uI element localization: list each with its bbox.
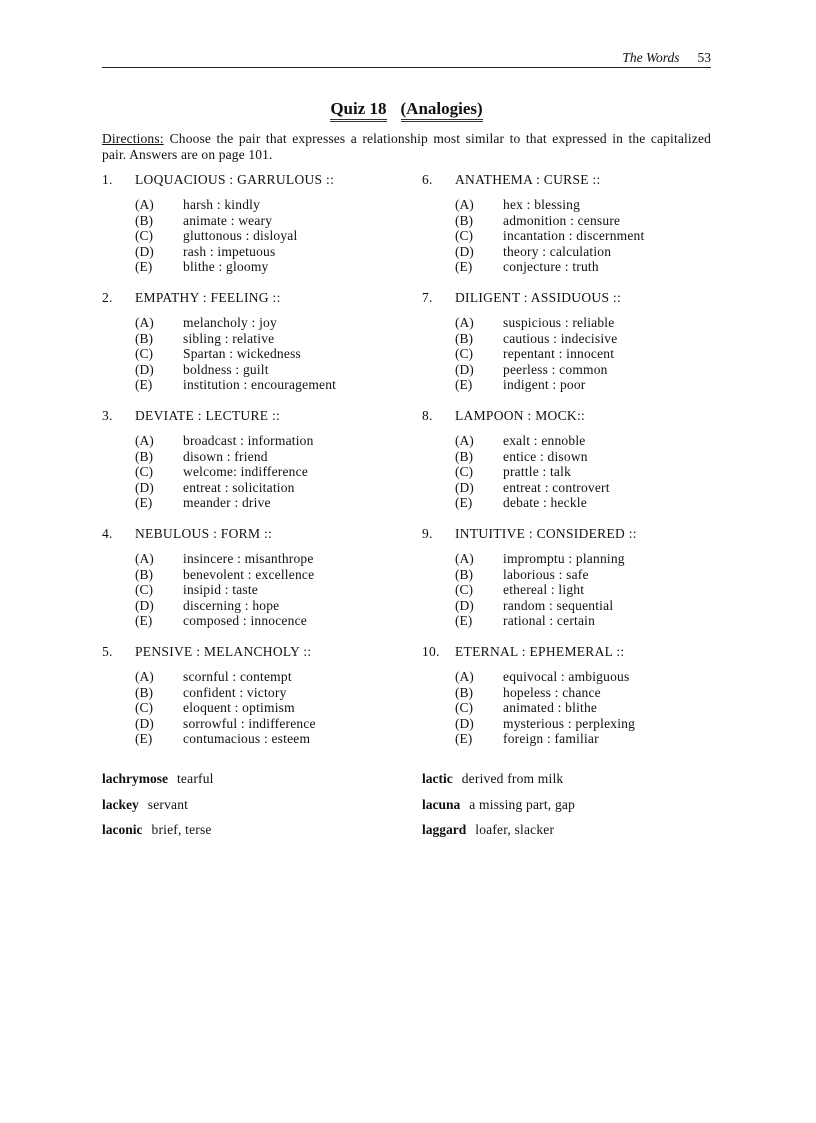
answer-options [102,197,402,275]
answer-option [422,669,722,685]
answer-option [102,228,402,244]
answer-option [422,464,722,480]
option-text: disown : friend [183,448,268,464]
option-letter: (C) [135,582,153,598]
answer-option [422,449,722,465]
vocab-definition: brief, terse [151,822,212,837]
option-letter: (E) [455,377,473,393]
vocab-term: lackey [102,797,139,812]
option-text: cautious : indecisive [503,330,618,346]
question-6 [422,172,722,275]
option-text: random : sequential [503,597,614,613]
option-text: hopeless : chance [503,684,601,700]
option-text: sorrowful : indifference [183,715,316,731]
option-text: entreat : solicitation [183,479,295,495]
option-letter: (B) [135,212,153,228]
answer-option [422,228,722,244]
option-letter: (C) [135,346,153,362]
option-text: suspicious : reliable [503,315,615,330]
option-text: incantation : discernment [503,228,645,244]
option-letter: (D) [135,479,154,495]
vocab-definition: derived from milk [461,771,564,786]
book-title: The Words [622,50,680,65]
question-stem-row [422,526,722,542]
option-letter: (C) [455,582,473,598]
answer-options [102,433,402,511]
option-text: entice : disown [503,448,588,464]
option-text: discerning : hope [183,597,280,613]
option-text: scornful : contempt [183,669,292,684]
answer-option [102,449,402,465]
option-text: harsh : kindly [183,197,261,212]
question-stem-row [422,172,722,188]
option-letter: (E) [135,613,153,629]
vocab-definition: tearful [176,771,214,786]
option-text: laborious : safe [503,566,589,582]
option-text: confident : victory [183,684,287,700]
vocab-definition: servant [147,797,189,812]
answer-options [422,315,722,393]
question-stem: ANATHEMA : CURSE :: [455,172,601,187]
answer-option [102,598,402,614]
option-text: admonition : censure [503,212,621,228]
option-text: foreign : familiar [503,731,599,747]
question-stem: ETERNAL : EPHEMERAL :: [455,644,625,659]
option-letter: (C) [455,228,473,244]
answer-option [102,700,402,716]
answer-option [102,716,402,732]
question-stem-row [102,408,402,424]
vocab-entry [422,797,575,813]
question-number: 8. [422,408,433,423]
option-letter: (A) [455,669,474,684]
option-text: composed : innocence [183,613,307,629]
option-letter: (C) [455,346,473,362]
vocab-term: lactic [422,771,453,786]
answer-option [102,464,402,480]
quiz-title-sub: (Analogies) [401,99,483,122]
answer-option [422,377,722,393]
directions-label: Directions: [102,131,164,146]
option-text: animate : weary [183,212,273,228]
option-text: boldness : guilt [183,361,269,377]
answer-option [422,346,722,362]
option-letter: (C) [135,464,153,480]
question-number: 5. [102,644,113,659]
question-10 [422,644,722,747]
vocab-term: laconic [102,822,143,837]
answer-option [422,433,722,449]
option-text: blithe : gloomy [183,259,269,275]
option-text: Spartan : wickedness [183,346,301,362]
option-letter: (A) [455,433,474,448]
question-number: 1. [102,172,113,187]
answer-option [422,613,722,629]
question-number: 2. [102,290,113,305]
option-letter: (D) [455,479,474,495]
option-letter: (E) [135,377,153,393]
answer-option [102,669,402,685]
answer-option [102,495,402,511]
answer-option [102,362,402,378]
option-letter: (C) [135,700,153,716]
question-stem: LAMPOON : MOCK:: [455,408,586,423]
option-letter: (B) [455,212,473,228]
question-number: 9. [422,526,433,541]
answer-option [422,362,722,378]
option-letter: (C) [135,228,153,244]
question-stem-row [102,526,402,542]
question-stem-row [102,290,402,306]
option-text: institution : encouragement [183,377,337,393]
vocab-entry [102,822,212,838]
answer-option [422,598,722,614]
vocab-term: lacuna [422,797,461,812]
answer-option [102,244,402,260]
directions-text: Choose the pair that expresses a relationship most similar to that expressed in the capitalized pair. Answers are on page 101. [102,131,711,162]
vocab-entry [102,797,188,813]
answer-option [422,197,722,213]
option-letter: (D) [455,715,474,731]
option-letter: (E) [135,731,153,747]
option-text: benevolent : excellence [183,566,315,582]
option-text: theory : calculation [503,243,612,259]
question-4 [102,526,402,629]
option-text: mysterious : perplexing [503,715,636,731]
option-letter: (E) [455,259,473,275]
question-stem: DILIGENT : ASSIDUOUS :: [455,290,622,305]
option-text: melancholy : joy [183,315,277,330]
option-letter: (A) [135,433,154,448]
option-text: gluttonous : disloyal [183,228,298,244]
question-stem: NEBULOUS : FORM :: [135,526,273,541]
question-9 [422,526,722,629]
option-letter: (D) [135,597,154,613]
option-letter: (A) [135,197,154,212]
quiz-title [102,98,711,120]
option-text: rash : impetuous [183,243,276,259]
answer-options [102,315,402,393]
option-letter: (D) [135,361,154,377]
answer-options [422,669,722,747]
vocab-definition: loafer, slacker [475,822,555,837]
answer-option [102,731,402,747]
vocab-entry [422,771,563,787]
quiz-title-main: Quiz 18 [330,99,386,122]
option-letter: (C) [455,464,473,480]
option-text: meander : drive [183,495,271,511]
option-letter: (A) [135,315,154,330]
option-text: repentant : innocent [503,346,615,362]
vocab-definition: a missing part, gap [469,797,576,812]
answer-option [422,731,722,747]
option-text: impromptu : planning [503,551,625,566]
answer-option [422,567,722,583]
option-text: eloquent : optimism [183,700,295,716]
option-letter: (B) [455,566,473,582]
option-letter: (B) [135,330,153,346]
header-rule [102,67,711,68]
option-letter: (D) [135,243,154,259]
answer-option [422,315,722,331]
answer-option [102,685,402,701]
answer-option [102,331,402,347]
answer-option [102,480,402,496]
option-letter: (A) [455,551,474,566]
question-7 [422,290,722,393]
option-letter: (E) [455,495,473,511]
answer-option [102,613,402,629]
answer-option [422,495,722,511]
question-1 [102,172,402,275]
option-text: animated : blithe [503,700,598,716]
option-text: rational : certain [503,613,596,629]
answer-option [422,700,722,716]
option-letter: (E) [455,731,473,747]
option-text: ethereal : light [503,582,585,598]
question-5 [102,644,402,747]
option-text: hex : blessing [503,197,581,212]
question-number: 10. [422,644,440,659]
question-stem: EMPATHY : FEELING :: [135,290,281,305]
option-text: insipid : taste [183,582,258,598]
option-letter: (E) [135,495,153,511]
answer-option [102,582,402,598]
answer-option [102,315,402,331]
answer-option [102,567,402,583]
running-header [102,50,711,66]
vocab-entry [422,822,554,838]
option-text: contumacious : esteem [183,731,311,747]
question-3 [102,408,402,511]
answer-options [102,551,402,629]
answer-option [422,259,722,275]
option-letter: (C) [455,700,473,716]
answer-option [102,197,402,213]
option-text: insincere : misanthrope [183,551,314,566]
option-letter: (E) [135,259,153,275]
question-stem-row [422,290,722,306]
option-text: sibling : relative [183,330,275,346]
answer-option [102,551,402,567]
vocab-term: laggard [422,822,467,837]
answer-option [422,551,722,567]
answer-option [102,377,402,393]
answer-option [422,582,722,598]
question-2 [102,290,402,393]
question-stem: LOQUACIOUS : GARRULOUS :: [135,172,335,187]
answer-option [422,244,722,260]
option-letter: (D) [455,361,474,377]
directions [102,131,711,163]
answer-option [102,213,402,229]
option-letter: (B) [135,448,153,464]
answer-options [102,669,402,747]
option-text: conjecture : truth [503,259,599,275]
option-text: exalt : ennoble [503,433,586,448]
option-letter: (D) [455,597,474,613]
option-text: welcome: indifference [183,464,309,480]
answer-option [422,331,722,347]
option-letter: (B) [455,448,473,464]
answer-options [422,197,722,275]
option-letter: (B) [455,684,473,700]
option-text: indigent : poor [503,377,586,393]
question-stem: INTUITIVE : CONSIDERED :: [455,526,637,541]
option-text: peerless : common [503,361,608,377]
option-letter: (D) [455,243,474,259]
option-letter: (E) [455,613,473,629]
option-text: equivocal : ambiguous [503,669,630,684]
question-number: 6. [422,172,433,187]
answer-option [422,480,722,496]
page-number: 53 [697,50,711,65]
option-letter: (A) [455,197,474,212]
answer-option [422,685,722,701]
option-letter: (B) [135,566,153,582]
option-letter: (D) [135,715,154,731]
question-number: 4. [102,526,113,541]
question-stem-row [102,172,402,188]
answer-option [102,346,402,362]
question-stem-row [422,408,722,424]
question-stem-row [422,644,722,660]
vocab-entry [102,771,214,787]
answer-option [102,433,402,449]
answer-options [422,433,722,511]
option-text: prattle : talk [503,464,572,480]
option-letter: (A) [455,315,474,330]
option-letter: (A) [135,551,154,566]
option-letter: (B) [455,330,473,346]
option-text: broadcast : information [183,433,314,448]
vocab-term: lachrymose [102,771,168,786]
question-number: 7. [422,290,433,305]
question-stem: DEVIATE : LECTURE :: [135,408,281,423]
answer-option [422,213,722,229]
question-stem-row [102,644,402,660]
option-text: debate : heckle [503,495,587,511]
option-letter: (B) [135,684,153,700]
answer-option [422,716,722,732]
option-text: entreat : controvert [503,479,610,495]
question-8 [422,408,722,511]
answer-option [102,259,402,275]
answer-options [422,551,722,629]
question-number: 3. [102,408,113,423]
option-letter: (A) [135,669,154,684]
question-stem: PENSIVE : MELANCHOLY :: [135,644,312,659]
